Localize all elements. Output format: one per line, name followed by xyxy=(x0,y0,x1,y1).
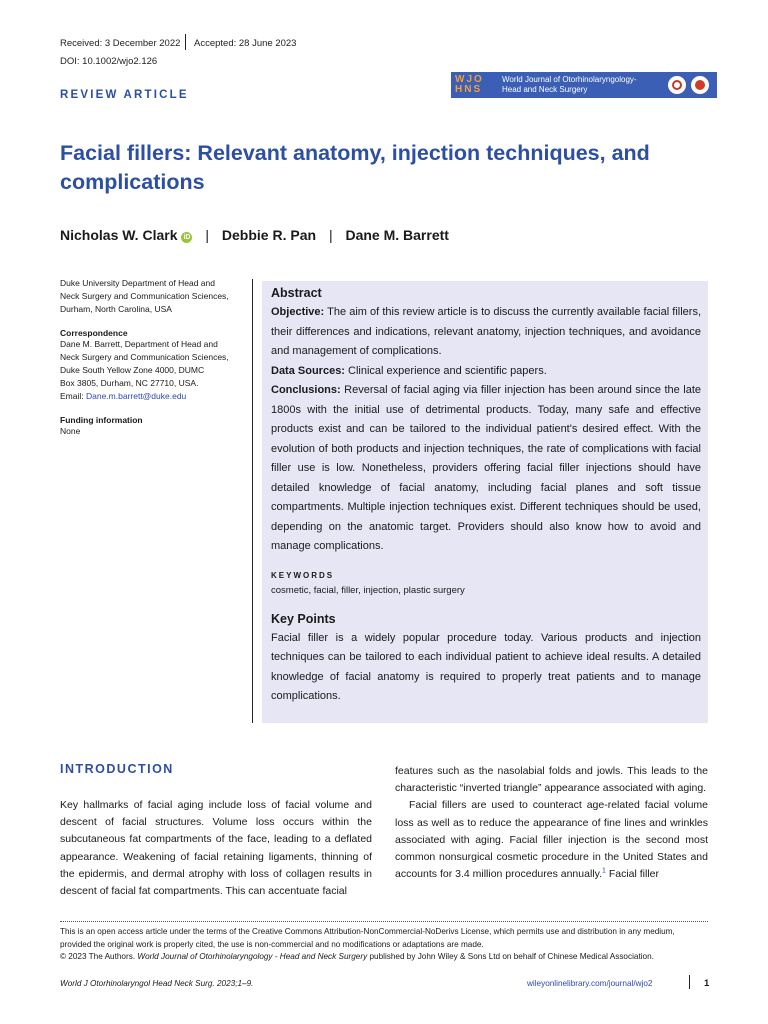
introduction-heading: INTRODUCTION xyxy=(60,762,174,776)
journal-logo xyxy=(455,75,495,95)
intro-paragraph-text: Facial fillers are used to counteract age-related facial volume loss as well as to reduce the appearance of fine lines and wrinkles associated with aging. Facial filler injection is the second most common nonsurgical cosmetic procedure in the United States and accounts for 3.4 million procedures annually. xyxy=(395,799,708,881)
author-name[interactable]: Debbie R. Pan xyxy=(221,227,317,243)
key-points-text: Facial filler is a widely popular procedure today. Various products and injection techniques can be tailored to each individual patient to achieve ideal results. A detailed knowledge of facial anatomy is required to properly treat patients and to manage complications. xyxy=(271,631,701,702)
author-separator: | xyxy=(328,227,333,243)
abstract-sources xyxy=(271,362,701,382)
society-seal-icon xyxy=(668,76,686,94)
sources-label: Data Sources: xyxy=(271,364,345,377)
funding-text: None xyxy=(60,426,81,436)
correspondence-heading: Correspondence xyxy=(60,328,128,338)
correspondence-text xyxy=(60,338,245,403)
journal-name-line2: Head and Neck Surgery xyxy=(502,85,588,94)
objective-text: The aim of this review article is to discuss the currently available facial fillers, their differences and indications, relevant anatomy, injection techniques, and avoidance and management of complications. xyxy=(271,306,701,357)
abstract-objective xyxy=(271,303,701,362)
intro-paragraph: Key hallmarks of facial aging include loss of facial volume and descent of facial structures. Volume loss occurs within the subcutaneous fat compartments of the face, leading to a deflated appearance. Weakening of facial retaining ligaments, thinning of the epidermis, and dermal atrophy with loss of collagen results in descent of facial fat compartments. This can accentuate facial xyxy=(60,799,372,898)
journal-logo-text: WJO HNS xyxy=(455,74,484,95)
accepted-date: Accepted: 28 June 2023 xyxy=(194,38,297,49)
keywords-label: KEYWORDS xyxy=(271,570,335,580)
copyright-prefix: © 2023 The Authors. xyxy=(60,952,138,961)
license-notice xyxy=(60,926,708,964)
author-name[interactable]: Dane M. Barrett xyxy=(345,227,449,243)
journal-name-line1: World Journal of Otorhinolaryngology- xyxy=(502,75,637,84)
affiliation-line: Durham, North Carolina, USA xyxy=(60,304,172,314)
conclusions-text: Reversal of facial aging via filler injection has been around since the late 1800s with the initial use of detrimental products. Today, many safe and effective products exist and can be tailored to the individual patient's desired effect. With the evolution of both products and injection techniques, the rate of complications with facial filler use is low. Nonetheless, providers offering facial filler injections should have detailed knowledge of facial anatomy, including facial planes and soft tissue compartments. Multiple injection techniques exist. Different techniques should be used, depending on the anatomic target. Providers should also know how to avoid and manage complications. xyxy=(271,384,701,552)
article-info-column xyxy=(60,277,245,438)
objective-label: Objective: xyxy=(271,306,325,318)
abstract-conclusions xyxy=(271,381,701,557)
abstract-content xyxy=(271,286,701,707)
correspondence-line: Box 3805, Durham, NC 27710, USA. xyxy=(60,378,199,388)
affiliation-line: Duke University Department of Head and xyxy=(60,278,215,288)
funding-heading: Funding information xyxy=(60,415,143,425)
copyright-journal: World Journal of Otorhinolaryngology - Head and Neck Surgery xyxy=(137,952,368,961)
reference-link[interactable]: 1 xyxy=(602,867,606,875)
email-link[interactable]: Dane.m.barrett@duke.edu xyxy=(85,391,187,401)
conclusions-label: Conclusions: xyxy=(271,384,341,396)
article-type: REVIEW ARTICLE xyxy=(60,89,189,101)
correspondence-line: Neck Surgery and Communication Sciences, xyxy=(60,352,229,362)
journal-name xyxy=(502,75,672,95)
license-divider xyxy=(60,921,708,922)
correspondence-line: Duke South Yellow Zone 4000, DUMC xyxy=(60,365,205,375)
orcid-icon[interactable]: iD xyxy=(183,234,191,241)
doi[interactable]: DOI: 10.1002/wjo2.126 xyxy=(60,56,158,67)
received-date: Received: 3 December 2022 xyxy=(60,38,181,49)
license-text: This is an open access article under the terms of the Creative Commons Attribution-NonCommercial-NoDerivs License, which permits use and distribution in any medium, provided the original work is properly cited, the use is non-commercial and no modifications or adaptations are made. xyxy=(60,927,675,949)
body-column-left xyxy=(60,797,372,900)
footer-citation: World J Otorhinolaryngol Head Neck Surg. 2023;1–9. xyxy=(60,979,254,988)
intro-paragraph-tail: Facial filler xyxy=(605,868,660,881)
abstract-heading: Abstract xyxy=(271,286,322,300)
author-list xyxy=(60,227,449,243)
body-column-right xyxy=(395,763,708,883)
footer-separator xyxy=(689,975,690,989)
author-name[interactable]: Nicholas W. Clark xyxy=(60,227,178,243)
copyright-line xyxy=(60,951,708,964)
author-separator: | xyxy=(205,227,210,243)
correspondence-email-line xyxy=(60,390,245,403)
affiliation xyxy=(60,277,245,316)
article-title: Facial fillers: Relevant anatomy, injection techniques, and complications xyxy=(60,141,650,194)
column-divider xyxy=(252,279,253,723)
header-separator xyxy=(185,34,186,50)
email-label: Email: xyxy=(60,391,86,401)
intro-paragraph-continued: features such as the nasolabial folds and jowls. This leads to the characteristic “inverted triangle” appearance associated with aging. xyxy=(395,765,708,795)
page-number: 1 xyxy=(704,978,710,989)
correspondence-line: Dane M. Barrett, Department of Head and xyxy=(60,339,218,349)
key-points-heading: Key Points xyxy=(271,611,336,626)
intro-paragraph xyxy=(395,797,708,883)
keywords-text: cosmetic, facial, filler, injection, plastic surgery xyxy=(271,584,465,596)
sources-text: Clinical experience and scientific papers. xyxy=(344,364,547,377)
copyright-suffix: published by John Wiley & Sons Ltd on behalf of Chinese Medical Association. xyxy=(367,952,654,961)
footer-journal-link[interactable]: wileyonlinelibrary.com/journal/wjo2 xyxy=(527,979,653,988)
publisher-seal-icon xyxy=(691,76,709,94)
affiliation-line: Neck Surgery and Communication Sciences, xyxy=(60,291,229,301)
